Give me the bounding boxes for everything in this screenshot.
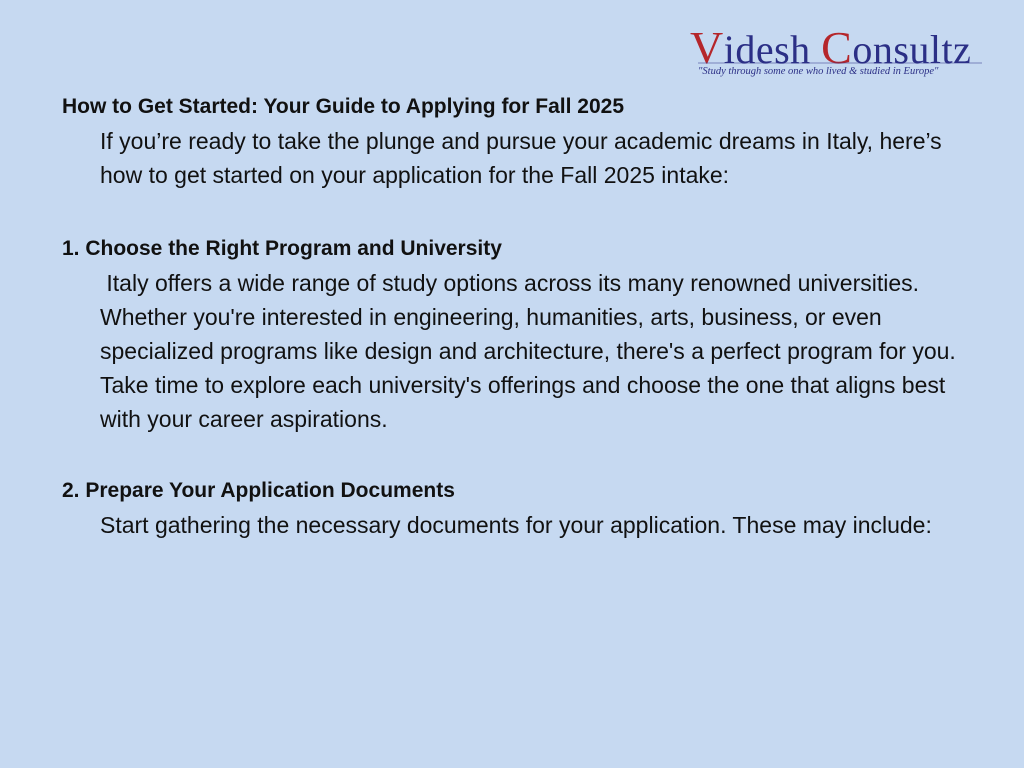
section-heading-prepare-documents: 2. Prepare Your Application Documents bbox=[62, 479, 455, 502]
section-heading-get-started: How to Get Started: Your Guide to Applying for Fall 2025 bbox=[62, 95, 624, 118]
section-body-get-started: If you’re ready to take the plunge and pursue your academic dreams in Italy, here’s how to get started on your application for the Fall 2025 intake: bbox=[100, 128, 942, 188]
spacer bbox=[62, 192, 982, 234]
logo-text-onsultz: onsultz bbox=[852, 27, 972, 72]
slide-content bbox=[62, 92, 982, 542]
brand-logo bbox=[690, 22, 990, 82]
section-body-choose-program: Italy offers a wide range of study options across its many renowned universities. Whether you're interested in engineering, humanities, arts, business, or even specialized programs like design and architecture, there's a perfect program for you. Take time to explore each university's offerings and choose the one that aligns best with your career aspirations. bbox=[100, 270, 962, 432]
section-body-prepare-documents: Start gathering the necessary documents for your application. These may include: bbox=[100, 512, 932, 538]
logo-tagline: "Study through some one who lived & studied in Europe" bbox=[698, 66, 939, 77]
spacer bbox=[62, 436, 982, 476]
logo-letter-v: V bbox=[690, 22, 724, 73]
logo-letter-c: C bbox=[821, 22, 853, 73]
section-heading-choose-program: 1. Choose the Right Program and University bbox=[62, 237, 502, 260]
logo-underline bbox=[698, 62, 982, 64]
logo-text-idesh: idesh bbox=[723, 27, 822, 72]
